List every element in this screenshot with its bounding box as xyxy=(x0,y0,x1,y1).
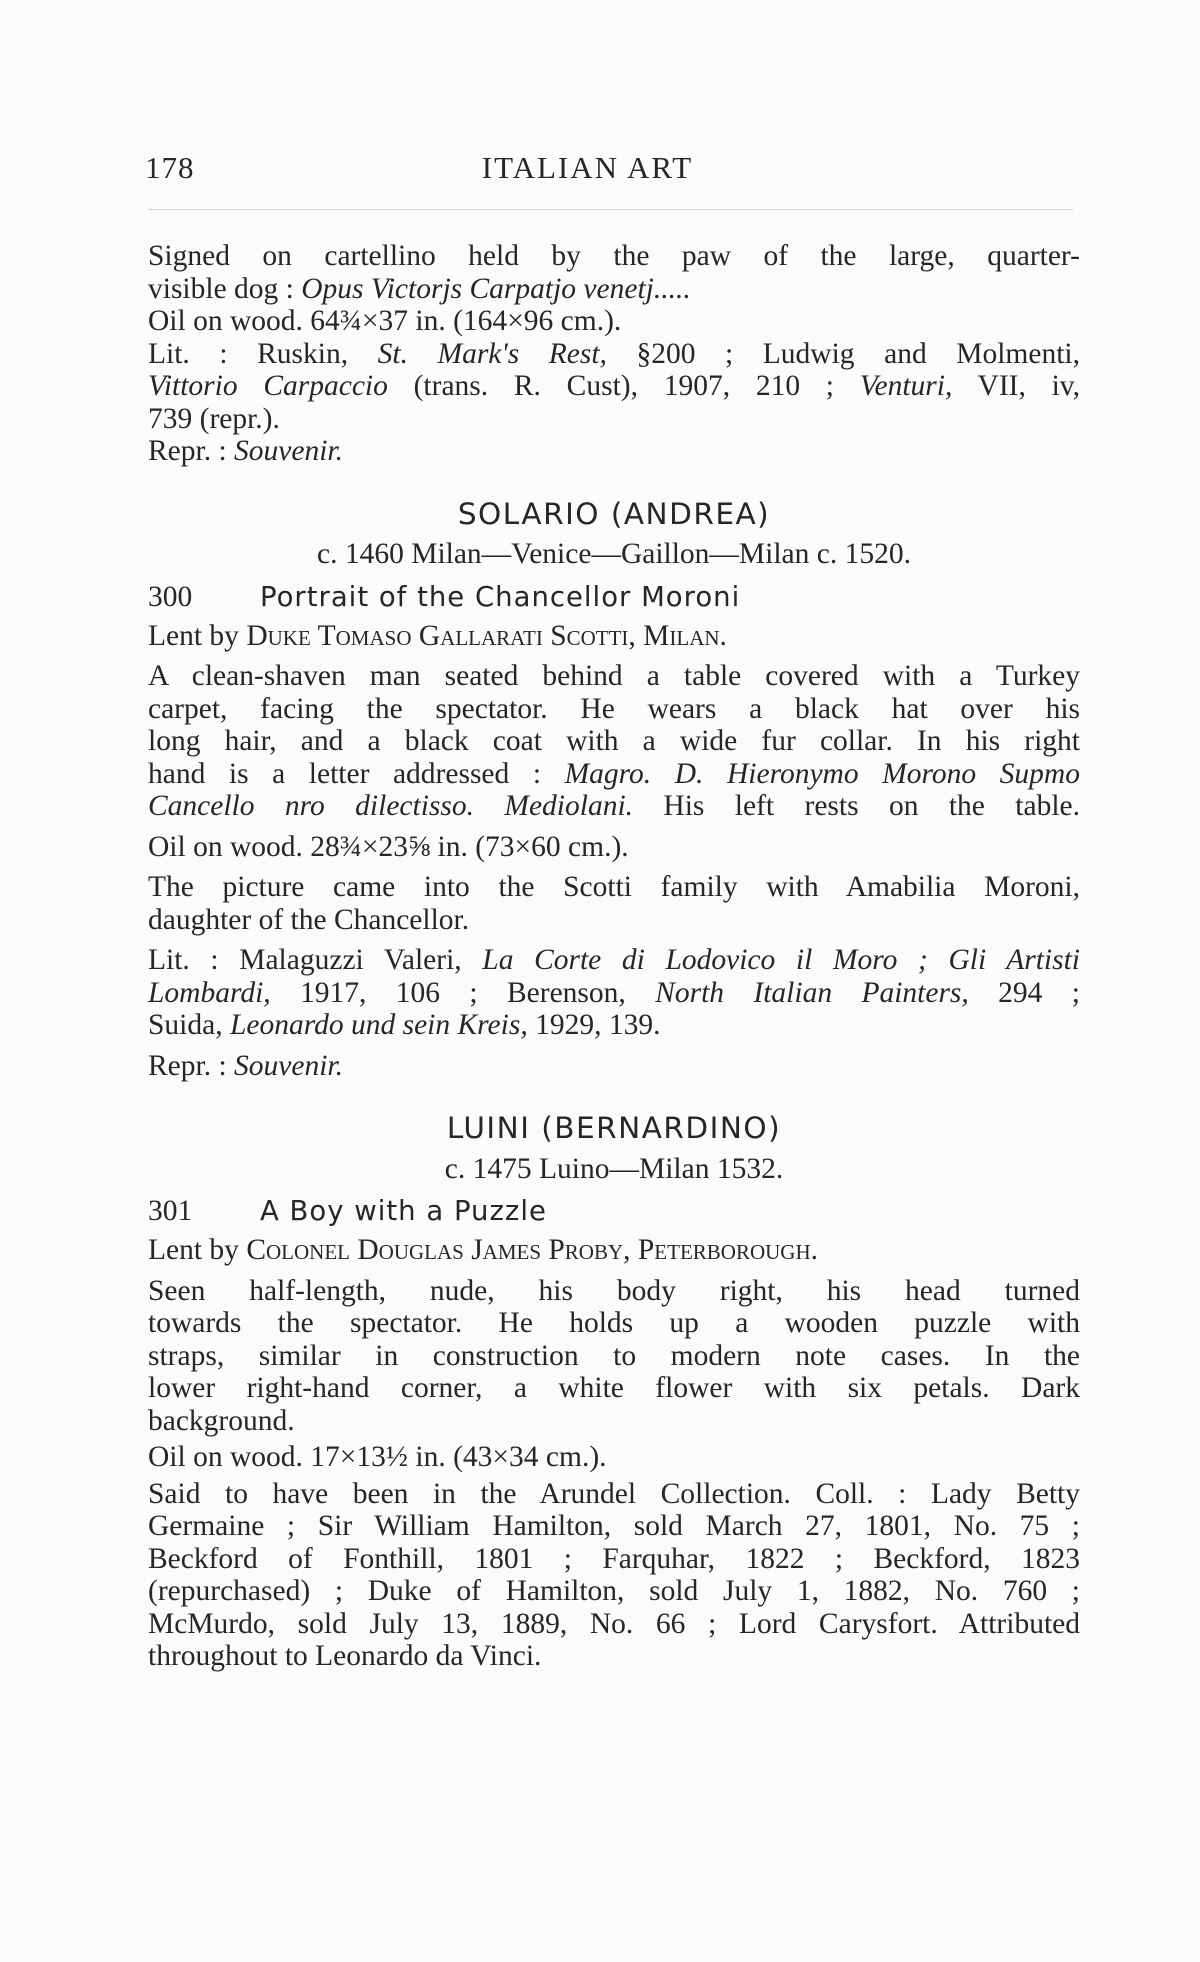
artist-section-solario xyxy=(148,498,1080,1083)
literature-line: Lit. : Ruskin, St. Mark's Rest, §200 ; Ludwig and Molmenti, xyxy=(148,337,1080,370)
lender-line: Lent by Colonel Douglas James Proby, Peterborough. xyxy=(148,1234,819,1266)
entry-heading xyxy=(148,1195,1080,1228)
carryover-entry xyxy=(148,240,1080,468)
header-rule xyxy=(148,209,1073,210)
provenance: The picture came into the Scotti family with Amabilia Moroni, daughter of the Chancellor. xyxy=(148,871,1080,936)
medium-line: Oil on wood. 64¾×37 in. (164×96 cm.). xyxy=(148,305,622,337)
lender-line: Lent by Duke Tomaso Gallarati Scotti, Milan. xyxy=(148,619,727,652)
artist-dates: c. 1460 Milan—Venice—Gaillon—Milan c. 1520. xyxy=(317,538,911,570)
page-number: 178 xyxy=(145,150,195,185)
description: Seen half-length, nude, his body right, his head turned towards the spectator. He holds up a wooden puzzle with straps, similar in construction to modern note cases. In the lower right-hand corner, a white flower with six petals. Dark background. xyxy=(148,1274,1080,1437)
running-head xyxy=(145,150,1075,190)
artist-dates: c. 1475 Luino—Milan 1532. xyxy=(444,1152,784,1185)
medium-line: Oil on wood. 17×13½ in. (43×34 cm.). xyxy=(148,1441,607,1473)
artist-section-luini xyxy=(148,1112,1080,1673)
signature-line: Signed on cartellino held by the paw of the large, quarter- xyxy=(148,240,1080,272)
description: A clean-shaven man seated behind a table covered with a Turkey carpet, facing the spectator. He wears a black hat over his long hair, and a black coat with a wide fur collar. In his right hand is a letter addressed : Magro. D. Hieronymo Morono Supmo Cancello nro dilectisso. Mediolani. His left rests on the table. xyxy=(148,660,1080,822)
running-title: ITALIAN ART xyxy=(481,150,694,185)
reproduction-line: Repr. : Souvenir. xyxy=(148,435,344,467)
entry-title: Portrait of the Chancellor Moroni xyxy=(260,580,741,613)
literature: Lit. : Malaguzzi Valeri, La Corte di Lodovico il Moro ; Gli Artisti Lombardi, 1917, 106 ; Berenson, North Italian Painters, 294 ; Suida, Leonardo und sein Kreis, 1929, 139. xyxy=(148,944,1080,1041)
page-body xyxy=(148,240,1080,1673)
artist-heading: LUINI (BERNARDINO) xyxy=(446,1111,782,1145)
literature-line: Vittorio Carpaccio (trans. R. Cust), 1907, 210 ; Venturi, VII, iv, xyxy=(148,370,1080,402)
reproduction-line: Repr. : Souvenir. xyxy=(148,1049,344,1082)
entry-number: 301 xyxy=(148,1195,193,1227)
entry-title: A Boy with a Puzzle xyxy=(260,1195,547,1227)
signature-line: visible dog : Opus Victorjs Carpatjo venetj..... xyxy=(148,272,691,305)
literature-line: 739 (repr.). xyxy=(148,402,280,435)
medium-line: Oil on wood. 28¾×23⅝ in. (73×60 cm.). xyxy=(148,830,629,863)
entry-number: 300 xyxy=(148,580,193,613)
artist-heading: SOLARIO (ANDREA) xyxy=(457,496,771,531)
provenance: Said to have been in the Arundel Collection. Coll. : Lady Betty Germaine ; Sir William Hamilton, sold March 27, 1801, No. 75 ; Beckford of Fonthill, 1801 ; Farquhar, 1822 ; Beckford, 1823 (repurchased) ; Duke of Hamilton, sold July 1, 1882, No. 760 ; McMurdo, sold July 13, 1889, No. 66 ; Lord Carysfort. Attributed throughout to Leonardo da Vinci. xyxy=(148,1477,1080,1672)
entry-heading xyxy=(148,581,1080,614)
